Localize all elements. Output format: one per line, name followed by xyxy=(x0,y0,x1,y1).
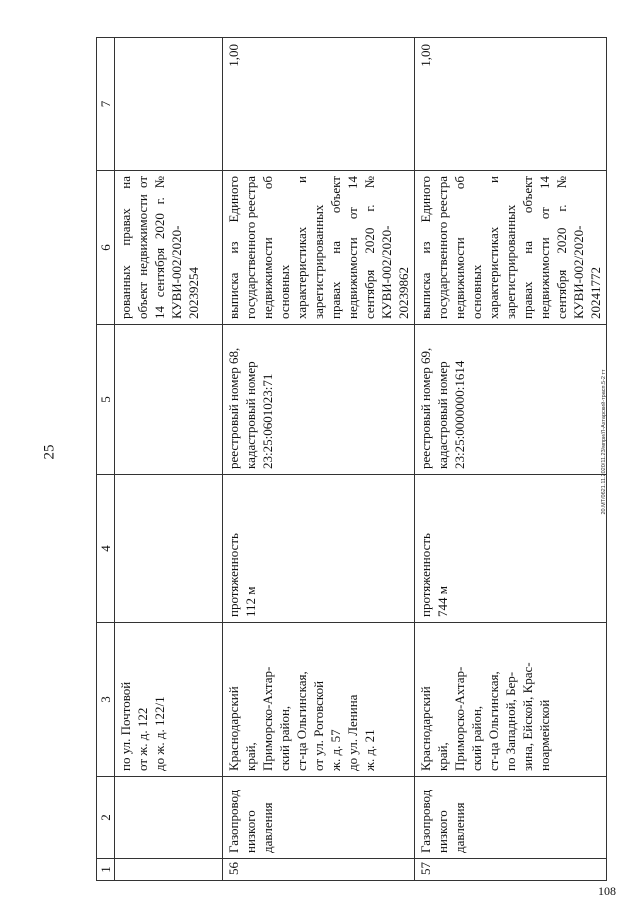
registry-table xyxy=(96,37,607,881)
page-number: 25 xyxy=(41,444,58,460)
object-name xyxy=(115,777,223,859)
document-code: 20.МТ/0621.11.2020/11.23/мпри/Л-Ахтарский-трасп.5-2 тт xyxy=(601,369,607,515)
object-name: Газопровод низкого давления xyxy=(415,777,607,859)
object-address: Краснодарский край, Приморско-Ахтар- ский район, ст-ца Ольгинская, по Западной, Бер- зина, Ейской, Крас- ноармейской xyxy=(415,623,607,777)
registry-extract: выписка из Единого государственного реестра недвижимости об основных характеристиках и зарегистрированных правах на объект недвижимости от 14 сентября 2020 г. № КУВИ-002/2020-20241772 xyxy=(415,171,607,325)
object-address: по ул. Почтовой от ж. д. 122 до ж. д. 122/1 xyxy=(115,623,223,777)
row-number: 57 xyxy=(415,859,607,881)
registry-table-wrapper xyxy=(96,38,603,881)
registry-number: реестровый номер 68, кадастровый номер 23:25:0601023:71 xyxy=(223,325,415,475)
row-number xyxy=(115,859,223,881)
header-col-2: 2 xyxy=(97,777,115,859)
object-value xyxy=(115,38,223,171)
header-col-5: 5 xyxy=(97,325,115,475)
sheet-number: 108 xyxy=(598,884,616,898)
object-length: протяженность 744 м xyxy=(415,475,607,623)
header-col-3: 3 xyxy=(97,623,115,777)
header-col-6: 6 xyxy=(97,171,115,325)
registry-number xyxy=(115,325,223,475)
table-row xyxy=(415,38,607,881)
object-value: 1,00 xyxy=(415,38,607,171)
registry-extract: выписка из Единого государственного реестра недвижимости об основных характеристиках и зарегистрированных правах на объект недвижимости от 14 сентября 2020 г. № КУВИ-002/2020-20239862 xyxy=(223,171,415,325)
header-col-4: 4 xyxy=(97,475,115,623)
registry-number: реестровый номер 69, кадастровый номер 23:25:0000000:1614 xyxy=(415,325,607,475)
object-name: Газопровод низкого давления xyxy=(223,777,415,859)
table-row xyxy=(223,38,415,881)
header-col-7: 7 xyxy=(97,38,115,171)
header-row xyxy=(97,38,115,881)
table-row xyxy=(115,38,223,881)
object-value: 1,00 xyxy=(223,38,415,171)
object-address: Краснодарский край, Приморско-Ахтар- ский район, ст-ца Ольгинская, от ул. Роговской ж. д. 57 до ул. Ленина ж. д. 21 xyxy=(223,623,415,777)
object-length: протяженность 112 м xyxy=(223,475,415,623)
row-number: 56 xyxy=(223,859,415,881)
object-length xyxy=(115,475,223,623)
registry-extract: рованных правах на объект недвижимости от 14 сентября 2020 г. № КУВИ-002/2020-20239254 xyxy=(115,171,223,325)
header-col-1: 1 xyxy=(97,859,115,881)
registry-table-rotated xyxy=(96,38,603,881)
